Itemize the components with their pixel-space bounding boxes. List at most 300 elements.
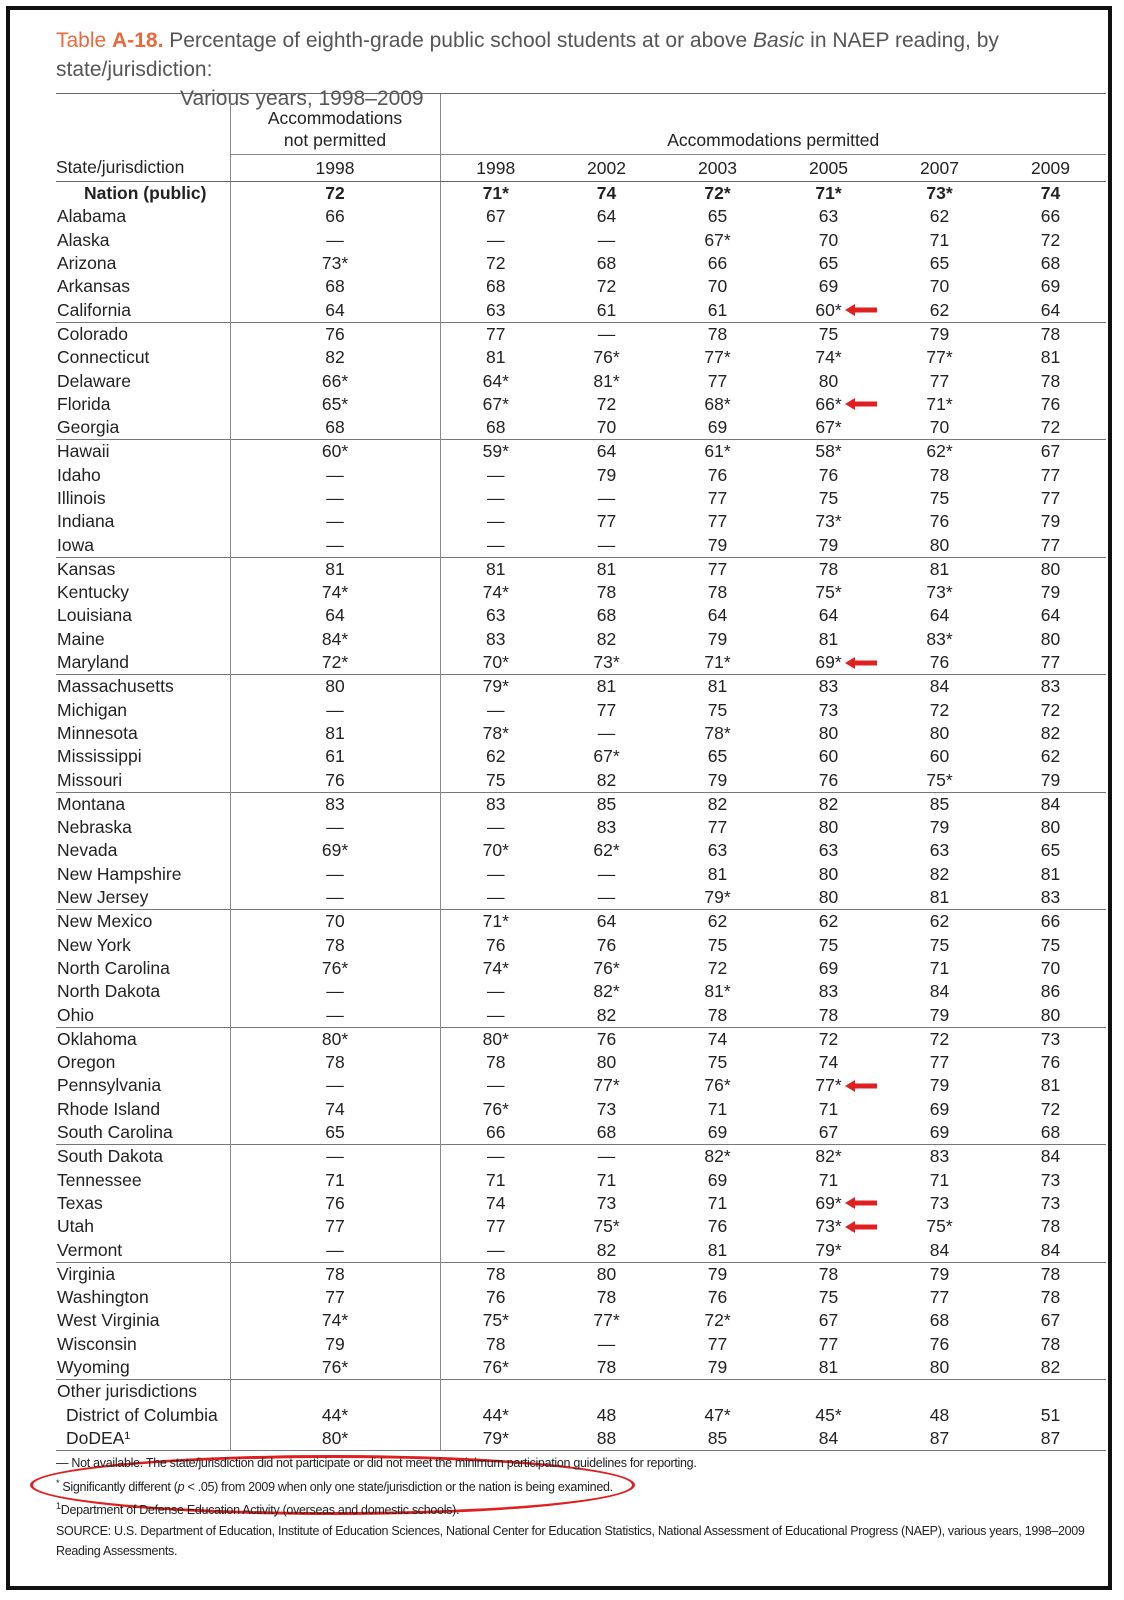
state-name: Maryland (57, 652, 129, 673)
table-row (56, 205, 1106, 228)
value-cell: 66 (707, 253, 728, 274)
value-cell: 82 (1040, 1356, 1061, 1377)
value-cell: 84 (995, 792, 1106, 816)
value-cell: 77 (707, 1333, 728, 1354)
table-row (56, 1356, 1106, 1380)
value-cell: 81 (230, 557, 440, 581)
state-name: Oklahoma (56, 1027, 230, 1051)
value-cell: 69 (929, 1098, 950, 1119)
value-cell: 81 (707, 863, 728, 884)
state-name: South Dakota (56, 1145, 230, 1169)
value-cell: 79 (929, 1004, 950, 1025)
value-cell: 76* (230, 957, 440, 980)
value-cell: 72 (596, 393, 617, 414)
state-name: Oregon (57, 1052, 116, 1073)
value-cell: 80 (995, 557, 1106, 581)
table-row (56, 1192, 1106, 1215)
value-cell: 73 (1040, 1169, 1061, 1190)
value-cell: 68 (230, 275, 440, 298)
value-cell: 62 (662, 910, 773, 934)
state-name: Florida (57, 393, 111, 414)
table-row (56, 440, 1106, 464)
state-name: Michigan (57, 699, 128, 720)
value-cell: 70 (929, 417, 950, 438)
value-cell: 78 (440, 1051, 551, 1074)
value-cell: 72 (707, 957, 728, 978)
value-cell: 75 (707, 1052, 728, 1073)
value-cell: 78 (1040, 370, 1061, 391)
value-cell: 74* (440, 581, 551, 604)
state-name: Idaho (57, 464, 101, 485)
value-cell: 67* (815, 417, 842, 438)
value-cell: 44* (230, 1403, 440, 1426)
value-cell: 68* (704, 393, 731, 414)
table-row (56, 745, 1106, 768)
value-cell: 74 (440, 1192, 551, 1215)
value-cell: 79 (1040, 582, 1061, 603)
value-cell: 85 (884, 792, 995, 816)
value-cell: 78* (704, 722, 731, 743)
table-row (56, 1215, 1106, 1238)
value-cell: — (440, 980, 551, 1003)
state-name: Alabama (57, 206, 127, 227)
value-cell: 66 (230, 205, 440, 228)
value-cell: 78 (707, 1004, 728, 1025)
header-not-permitted: Accommodations not permitted (230, 94, 440, 155)
title-label: Table A-18. (56, 29, 164, 52)
value-cell: 64 (596, 206, 617, 227)
state-name: Virginia (56, 1262, 230, 1286)
state-name: Maine (57, 628, 105, 649)
state-name: Nevada (57, 840, 118, 861)
value-cell: 76* (704, 1075, 731, 1096)
value-cell: 75 (440, 768, 551, 792)
value-cell: 77 (230, 1286, 440, 1309)
value-cell: 69 (929, 1122, 950, 1143)
value-cell: 61 (596, 299, 617, 320)
note-not-available: — Not available. The state/jurisdiction did not participate or did not meet the minimum participation guidelines for reporting. (56, 1456, 697, 1470)
value-cell: 82* (662, 1145, 773, 1169)
value-cell: 81 (884, 557, 995, 581)
value-cell: 71 (440, 1168, 551, 1191)
value-cell: 76 (440, 934, 551, 957)
value-cell: 78 (929, 464, 950, 485)
table-row (56, 510, 1106, 533)
value-cell: 71* (926, 393, 953, 414)
value-cell: 85 (551, 792, 662, 816)
table-row (56, 182, 1106, 206)
state-name: New Jersey (57, 887, 149, 908)
value-cell: 66 (1040, 206, 1061, 227)
value-cell: 79 (929, 1075, 950, 1096)
value-cell: 72 (230, 182, 440, 206)
table-row (56, 1427, 1106, 1451)
value-cell: 76 (230, 322, 440, 346)
value-cell: — (597, 887, 616, 908)
table-row (56, 1121, 1106, 1145)
value-cell: 63 (440, 604, 551, 627)
value-text: 60* (815, 299, 842, 320)
value-text: 77* (815, 1075, 842, 1096)
value-cell: — (440, 816, 551, 839)
value-cell: — (230, 533, 440, 557)
value-cell: 82 (773, 792, 884, 816)
value-text: 66* (815, 393, 842, 414)
value-cell: — (440, 487, 551, 510)
value-cell: 61* (662, 440, 773, 464)
table-row (56, 1333, 1106, 1356)
state-name: Mississippi (57, 746, 142, 767)
value-cell: — (230, 487, 440, 510)
value-cell: 74* (230, 581, 440, 604)
value-cell: — (230, 1074, 440, 1097)
table-row (56, 792, 1106, 816)
value-cell: 74 (818, 1052, 839, 1073)
value-cell: 77 (707, 817, 728, 838)
value-cell: 81* (593, 370, 620, 391)
value-cell: 81 (707, 1239, 728, 1260)
value-cell: 76 (818, 769, 839, 790)
value-cell: 68 (1040, 253, 1061, 274)
state-name: Kentucky (57, 582, 129, 603)
value-cell: 75 (1040, 934, 1061, 955)
value-text: 69* (815, 1192, 842, 1213)
state-name: Kansas (56, 557, 230, 581)
value-cell: 88 (551, 1427, 662, 1451)
value-cell: 81 (551, 557, 662, 581)
value-cell: 62* (884, 440, 995, 464)
value-cell: — (440, 1238, 551, 1262)
value-cell: 71* (704, 652, 731, 673)
value-cell: 82* (773, 1145, 884, 1169)
table-row (56, 1003, 1106, 1027)
value-cell: 79 (1040, 769, 1061, 790)
value-cell: 75 (929, 488, 950, 508)
value-cell: 64 (230, 604, 440, 627)
value-cell: 74 (596, 183, 617, 204)
value-cell: 84 (884, 675, 995, 699)
value-cell: 68 (596, 605, 617, 626)
value-cell: 83* (926, 628, 953, 649)
value-cell (773, 1192, 884, 1215)
value-cell: 77 (707, 488, 728, 508)
value-cell: 72* (704, 183, 731, 204)
value-cell: 48 (929, 1404, 950, 1425)
value-cell: 77 (818, 1333, 839, 1354)
value-cell: 69* (230, 839, 440, 862)
state-name: Utah (57, 1216, 94, 1237)
value-cell (440, 1380, 551, 1404)
value-cell: 84 (929, 981, 950, 1002)
table-row (56, 464, 1106, 487)
value-cell: 81 (818, 1356, 839, 1377)
state-name: Arkansas (57, 276, 130, 297)
header-year: 2007 (884, 155, 995, 182)
value-cell: 77 (1040, 652, 1061, 673)
value-cell: 79 (884, 1262, 995, 1286)
value-cell: 72 (1040, 229, 1061, 250)
red-arrow-icon (844, 1220, 878, 1234)
value-cell: 80* (230, 1027, 440, 1051)
table-row (56, 416, 1106, 440)
value-cell: 67 (818, 1310, 839, 1331)
value-cell: 83 (818, 981, 839, 1002)
state-name: Other jurisdictions (56, 1380, 230, 1404)
value-cell (773, 1215, 884, 1238)
value-cell: 75* (440, 1309, 551, 1332)
value-cell: 75 (707, 699, 728, 720)
value-cell: 76 (230, 1192, 440, 1215)
value-cell: 81 (662, 675, 773, 699)
value-cell: 72 (1040, 1098, 1061, 1119)
state-name: Illinois (57, 488, 106, 508)
value-cell: 64 (551, 440, 662, 464)
value-cell: 62 (884, 910, 995, 934)
value-cell: 71 (929, 957, 950, 978)
value-cell: 77 (707, 511, 728, 532)
value-cell: 81 (1040, 347, 1061, 368)
value-cell: 76 (707, 1287, 728, 1308)
value-cell: 80 (818, 863, 839, 884)
value-cell: 80 (230, 675, 440, 699)
value-cell: 76 (929, 652, 950, 673)
value-cell: 78 (440, 1333, 551, 1356)
value-cell: 77* (593, 1075, 620, 1096)
value-cell (773, 651, 884, 675)
value-cell: 62* (593, 840, 620, 861)
state-name: Wisconsin (57, 1333, 137, 1354)
value-cell: 77 (929, 1287, 950, 1308)
value-cell: 67* (440, 393, 551, 416)
value-cell: — (440, 699, 551, 722)
value-cell: — (440, 510, 551, 533)
value-cell: 68 (230, 416, 440, 440)
value-cell: 70 (818, 229, 839, 250)
value-cell: 78 (596, 1356, 617, 1377)
value-cell: 67 (995, 440, 1106, 464)
state-name: Hawaii (56, 440, 230, 464)
state-name: Indiana (57, 511, 115, 532)
value-cell: 77 (1040, 464, 1061, 485)
value-cell: 70 (707, 276, 728, 297)
state-name: Massachusetts (56, 675, 230, 699)
table-row (56, 768, 1106, 792)
table-row (56, 675, 1106, 699)
value-cell: 77* (704, 347, 731, 368)
value-cell: 84 (929, 1239, 950, 1260)
header-year: 2003 (662, 155, 773, 182)
value-cell: 71* (440, 910, 551, 934)
red-arrow-icon (844, 303, 878, 317)
value-cell: 64 (929, 605, 950, 626)
value-cell: 83 (440, 628, 551, 651)
value-cell: 76 (929, 511, 950, 532)
value-cell: 69 (707, 1169, 728, 1190)
value-cell: 73 (1040, 1192, 1061, 1213)
value-cell: 80 (929, 534, 950, 555)
value-cell: 79* (440, 675, 551, 699)
value-cell: 77* (593, 1310, 620, 1331)
value-cell: — (597, 229, 616, 250)
value-cell: — (440, 863, 551, 886)
value-cell: 79 (707, 769, 728, 790)
value-cell: 78 (773, 557, 884, 581)
value-cell: — (440, 533, 551, 557)
value-cell: 77 (596, 699, 617, 720)
table-row (56, 957, 1106, 980)
table-row (56, 980, 1106, 1003)
value-cell: — (230, 464, 440, 487)
state-name: Louisiana (57, 605, 132, 626)
value-cell: 64 (818, 605, 839, 626)
value-cell: 76 (596, 934, 617, 955)
value-cell: 81* (704, 981, 731, 1002)
value-cell: 80 (818, 887, 839, 908)
value-cell: 79* (704, 887, 731, 908)
value-cell: 81 (1040, 1075, 1061, 1096)
value-cell: 82 (1040, 722, 1061, 743)
value-cell: 62 (929, 206, 950, 227)
value-cell: 48 (596, 1404, 617, 1425)
state-name: Delaware (57, 370, 131, 391)
red-arrow-icon (844, 1196, 878, 1210)
value-cell: 59* (440, 440, 551, 464)
value-cell: 80 (596, 1052, 617, 1073)
value-cell: 74* (230, 1309, 440, 1332)
table-row (56, 275, 1106, 298)
value-cell: 70* (440, 839, 551, 862)
value-cell: 80 (818, 817, 839, 838)
value-cell: 64 (230, 298, 440, 322)
value-cell: 75* (926, 1216, 953, 1237)
value-cell: — (597, 488, 616, 508)
state-name: Connecticut (57, 347, 150, 368)
table-row (56, 533, 1106, 557)
value-cell: — (230, 1003, 440, 1027)
value-cell: 75 (929, 934, 950, 955)
value-cell: — (551, 322, 662, 346)
value-cell: 51 (1040, 1404, 1061, 1425)
value-cell: 60 (818, 746, 839, 767)
state-name: Texas (57, 1192, 103, 1213)
state-name: North Carolina (57, 957, 170, 978)
value-cell: — (597, 722, 616, 743)
value-cell: 79 (707, 628, 728, 649)
table-row (56, 1380, 1106, 1404)
value-cell: 80* (230, 1427, 440, 1451)
value-cell: 73 (818, 699, 839, 720)
value-cell: 78 (230, 934, 440, 957)
value-cell: 71 (707, 1192, 728, 1213)
state-name: South Carolina (57, 1122, 173, 1143)
value-cell: 75 (818, 1287, 839, 1308)
value-cell: 65 (707, 746, 728, 767)
value-cell: 63 (929, 840, 950, 861)
value-cell: 65* (230, 393, 440, 416)
red-arrow-icon (844, 397, 878, 411)
value-cell: — (440, 1074, 551, 1097)
value-cell: 76 (1040, 393, 1061, 414)
value-cell: — (230, 863, 440, 886)
value-cell: 81 (230, 722, 440, 745)
value-cell: 77* (926, 347, 953, 368)
table-row (56, 816, 1106, 839)
value-cell: 76* (440, 1356, 551, 1380)
note-source: SOURCE: U.S. Department of Education, Institute of Education Sciences, National Center for Education Statistics, National Assessment of Educational Progress (NAEP), various years, 1998–2009 Reading Assessments. (56, 1523, 1085, 1558)
value-cell (884, 1380, 995, 1404)
value-cell: 76* (593, 957, 620, 978)
state-name: West Virginia (57, 1310, 160, 1331)
value-cell: 87 (884, 1427, 995, 1451)
value-cell: 71 (230, 1168, 440, 1191)
value-cell: 64 (1040, 605, 1061, 626)
value-cell: 64 (707, 605, 728, 626)
table-row (56, 1262, 1106, 1286)
value-cell: 71 (707, 1098, 728, 1119)
value-cell: 75* (593, 1216, 620, 1237)
value-cell: 66* (230, 369, 440, 392)
value-cell: 87 (995, 1427, 1106, 1451)
value-cell: 80 (929, 1356, 950, 1377)
value-cell: 73 (596, 1192, 617, 1213)
value-cell: 62 (1040, 746, 1061, 767)
value-cell: 80 (551, 1262, 662, 1286)
table-row (56, 346, 1106, 369)
value-cell: 63 (818, 840, 839, 861)
value-cell: 63 (818, 206, 839, 227)
value-cell: 84* (230, 628, 440, 651)
state-name: Alaska (57, 229, 110, 250)
value-cell: — (597, 534, 616, 555)
value-cell: — (230, 510, 440, 533)
state-name: Nation (public) (84, 183, 207, 204)
table-row (56, 651, 1106, 675)
title-line-2: Various years, 1998–2009 (180, 87, 424, 110)
table-row (56, 839, 1106, 862)
header-year: 2005 (773, 155, 884, 182)
value-cell: — (440, 886, 551, 910)
table-row (56, 252, 1106, 275)
value-cell: 83 (773, 675, 884, 699)
value-cell: 72 (929, 699, 950, 720)
red-arrow-icon (844, 656, 878, 670)
value-cell: 72 (884, 1027, 995, 1051)
value-cell: 84 (995, 1145, 1106, 1169)
value-cell: 66 (995, 910, 1106, 934)
value-cell: 76 (1040, 1052, 1061, 1073)
value-cell: 67 (818, 1122, 839, 1143)
value-cell: 62 (929, 299, 950, 320)
value-cell: 74* (440, 957, 551, 980)
data-table-container (56, 93, 1106, 1451)
state-name: New Mexico (56, 910, 230, 934)
value-cell: 61 (707, 299, 728, 320)
value-cell: 83 (440, 792, 551, 816)
value-cell: 74 (1040, 183, 1061, 204)
value-cell: 78 (440, 1262, 551, 1286)
table-row (56, 628, 1106, 651)
table-row (56, 886, 1106, 910)
table-row (56, 1403, 1106, 1426)
table-row (56, 1286, 1106, 1309)
table-row (56, 722, 1106, 745)
value-cell: 79 (884, 322, 995, 346)
header-year: 2002 (551, 155, 662, 182)
value-cell: 60 (929, 746, 950, 767)
table-row (56, 581, 1106, 604)
note-dodea: $^1$Department of Defense Education Activity (overseas and domestic schools). (56, 1501, 460, 1518)
value-cell: — (551, 1145, 662, 1169)
